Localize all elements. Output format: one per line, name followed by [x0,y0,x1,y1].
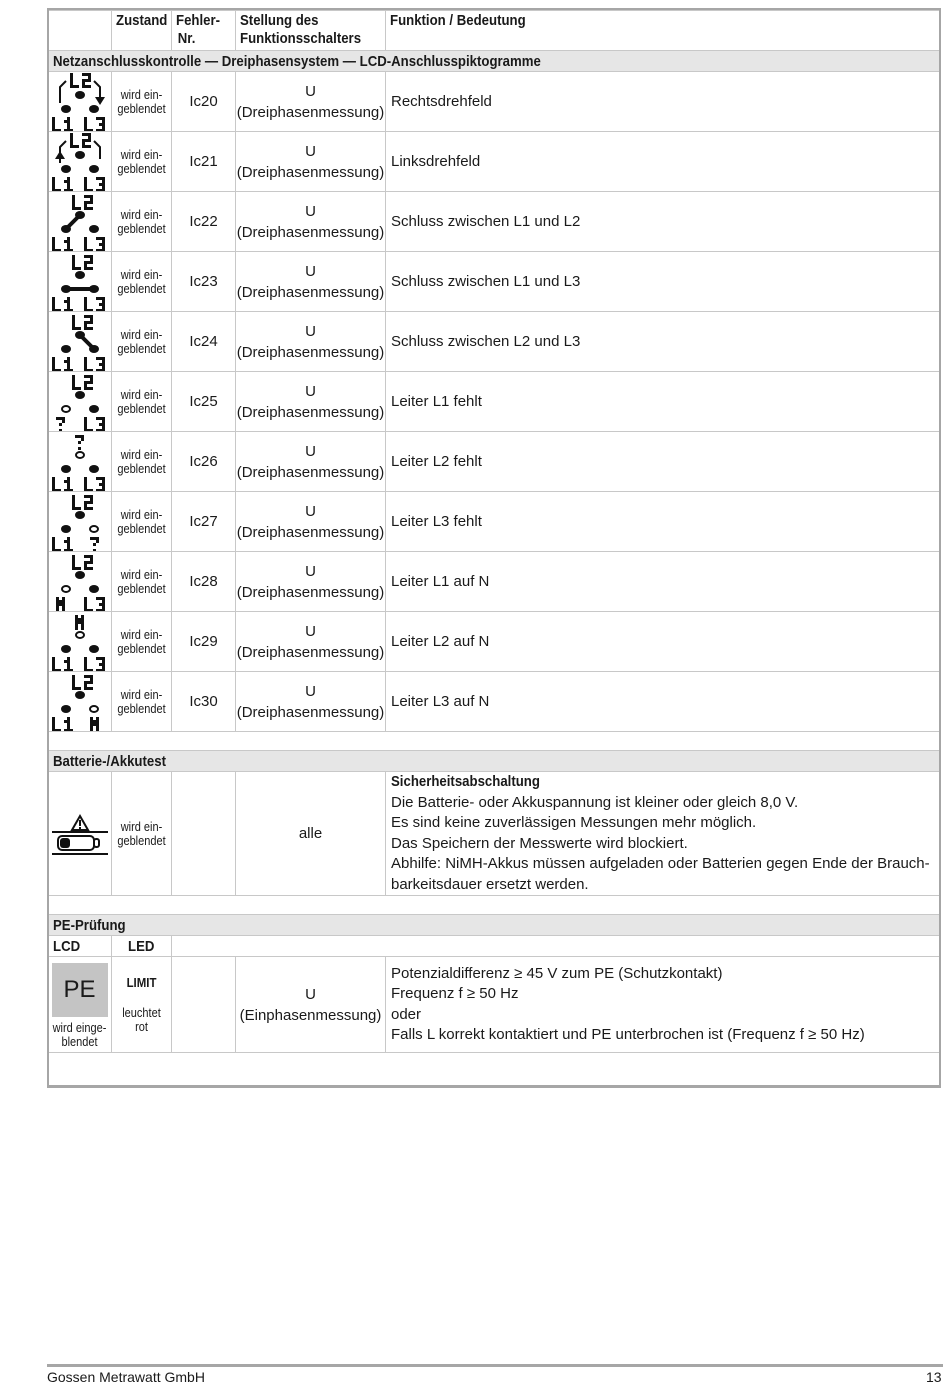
pe-code [172,957,236,1053]
function-meaning: Leiter L1 fehlt [386,372,942,432]
error-table [47,10,941,1071]
battery-state: wird ein- geblendet [112,772,172,896]
battery-line: Abhilfe: NiMH-Akkus müssen aufgeladen oder Batterien gegen Ende der Brauch- [391,855,930,872]
section-title-mains: Netzanschlusskontrolle — Dreiphasensystem — LCD-Anschlusspiktogramme [48,51,942,72]
table-row [48,72,942,132]
switch-position: U (Dreiphasenmessung) [236,132,386,192]
short-l2-l3-icon [48,312,112,372]
state-cell: wird ein- geblendet [112,192,172,252]
state-cell: wird ein- geblendet [112,492,172,552]
state-cell: wird ein- geblendet [112,252,172,312]
blank-row [48,732,942,751]
switch-position: U (Dreiphasenmessung) [236,552,386,612]
error-code: Ic24 [172,312,236,372]
battery-code [172,772,236,896]
error-code: Ic23 [172,252,236,312]
section-title-battery: Batterie-/Akkutest [48,751,942,772]
switch-position: U (Dreiphasenmessung) [236,192,386,252]
footer-company: Gossen Metrawatt GmbH [47,1369,205,1385]
state-cell: wird ein- geblendet [112,312,172,372]
table-row [48,312,942,372]
header-error-number: Fehler- Nr. [172,11,236,51]
error-code: Ic27 [172,492,236,552]
battery-row [48,772,942,896]
pe-subheader [48,936,942,957]
header-icon-cell [48,11,112,51]
limit-led-label: LIMIT [126,974,157,990]
blank-row [48,1053,942,1072]
function-meaning: Leiter L3 fehlt [386,492,942,552]
state-cell: wird ein- geblendet [112,372,172,432]
battery-line: Die Batterie- oder Akkuspannung ist kleiner oder gleich 8,0 V. [391,793,799,811]
switch-position: U (Dreiphasenmessung) [236,672,386,732]
short-l1-l2-icon [48,192,112,252]
table-row [48,672,942,732]
pe-lcd-cell: PE wird einge- blendet [48,957,112,1053]
section-title-pe: PE-Prüfung [48,915,942,936]
battery-function-title: Sicherheitsabschaltung [391,773,540,790]
table-row [48,192,942,252]
l2-on-n-icon [48,612,112,672]
header-state: Zustand [112,11,172,51]
pe-line: Frequenz f ≥ 50 Hz [391,985,519,1002]
table-frame [47,8,941,1088]
switch-position: U (Dreiphasenmessung) [236,612,386,672]
pe-line: Falls L korrekt kontaktiert und PE unterbrochen ist (Frequenz f ≥ 50 Hz) [391,1026,865,1043]
blank-row [48,896,942,915]
phase-rotation-clockwise-icon [48,72,112,132]
table-row [48,432,942,492]
table-row [48,492,942,552]
pe-function [386,957,942,1053]
switch-position: U (Dreiphasenmessung) [236,312,386,372]
error-code: Ic26 [172,432,236,492]
state-cell: wird ein- geblendet [112,432,172,492]
error-code: Ic22 [172,192,236,252]
battery-switch: alle [236,772,386,896]
state-cell: wird ein- geblendet [112,672,172,732]
state-cell: wird ein- geblendet [112,132,172,192]
short-l1-l3-icon [48,252,112,312]
battery-line: Es sind keine zuverlässigen Messungen mehr möglich. [391,814,757,831]
state-cell: wird ein- geblendet [112,612,172,672]
switch-position: U (Dreiphasenmessung) [236,372,386,432]
pe-lcd-symbol: PE [52,963,108,1017]
error-code: Ic25 [172,372,236,432]
function-meaning: Rechtsdrehfeld [386,72,942,132]
pe-col-led: LED [112,936,172,957]
error-code: Ic21 [172,132,236,192]
battery-function [386,772,942,896]
table-header [48,11,942,51]
error-code: Ic30 [172,672,236,732]
l1-missing-icon [48,372,112,432]
battery-line: Das Speichern der Messwerte wird blockiert. [391,834,688,852]
l3-on-n-icon [48,672,112,732]
table-row [48,552,942,612]
switch-position: U (Dreiphasenmessung) [236,72,386,132]
switch-position: U (Dreiphasenmessung) [236,492,386,552]
table-row [48,612,942,672]
l1-on-n-icon [48,552,112,612]
function-meaning: Leiter L2 fehlt [386,432,942,492]
l2-missing-icon [48,432,112,492]
state-cell: wird ein- geblendet [112,72,172,132]
function-meaning: Linksdrehfeld [386,132,942,192]
error-code: Ic28 [172,552,236,612]
phase-rotation-counterclockwise-icon [48,132,112,192]
table-row [48,252,942,312]
switch-position: U (Dreiphasenmessung) [236,432,386,492]
error-code: Ic20 [172,72,236,132]
footer-divider [47,1364,943,1367]
pe-line: oder [391,1005,422,1023]
function-meaning: Schluss zwischen L2 und L3 [386,312,942,372]
battery-warning-icon [48,772,112,896]
battery-line: barkeitsdauer ersetzt werden. [391,875,589,893]
table-row [48,372,942,432]
function-meaning: Leiter L2 auf N [386,612,942,672]
footer-page-number: 13 [926,1369,942,1385]
pe-led-cell: LIMIT leuchtet rot [112,957,172,1053]
function-meaning: Schluss zwischen L1 und L3 [386,252,942,312]
l3-missing-icon [48,492,112,552]
pe-switch: U (Einphasenmessung) [236,957,386,1053]
pe-line: Potenzialdifferenz ≥ 45 V zum PE (Schutzkontakt) [391,964,723,982]
function-meaning: Schluss zwischen L1 und L2 [386,192,942,252]
function-meaning: Leiter L1 auf N [386,552,942,612]
switch-position: U (Dreiphasenmessung) [236,252,386,312]
pe-row [48,957,942,1053]
function-meaning: Leiter L3 auf N [386,672,942,732]
pe-col-lcd: LCD [48,936,112,957]
state-cell: wird ein- geblendet [112,552,172,612]
error-code: Ic29 [172,612,236,672]
header-function: Funktion / Bedeutung [386,11,942,51]
header-switch-position: Stellung des Funktionsschalters [236,11,386,51]
table-row [48,132,942,192]
